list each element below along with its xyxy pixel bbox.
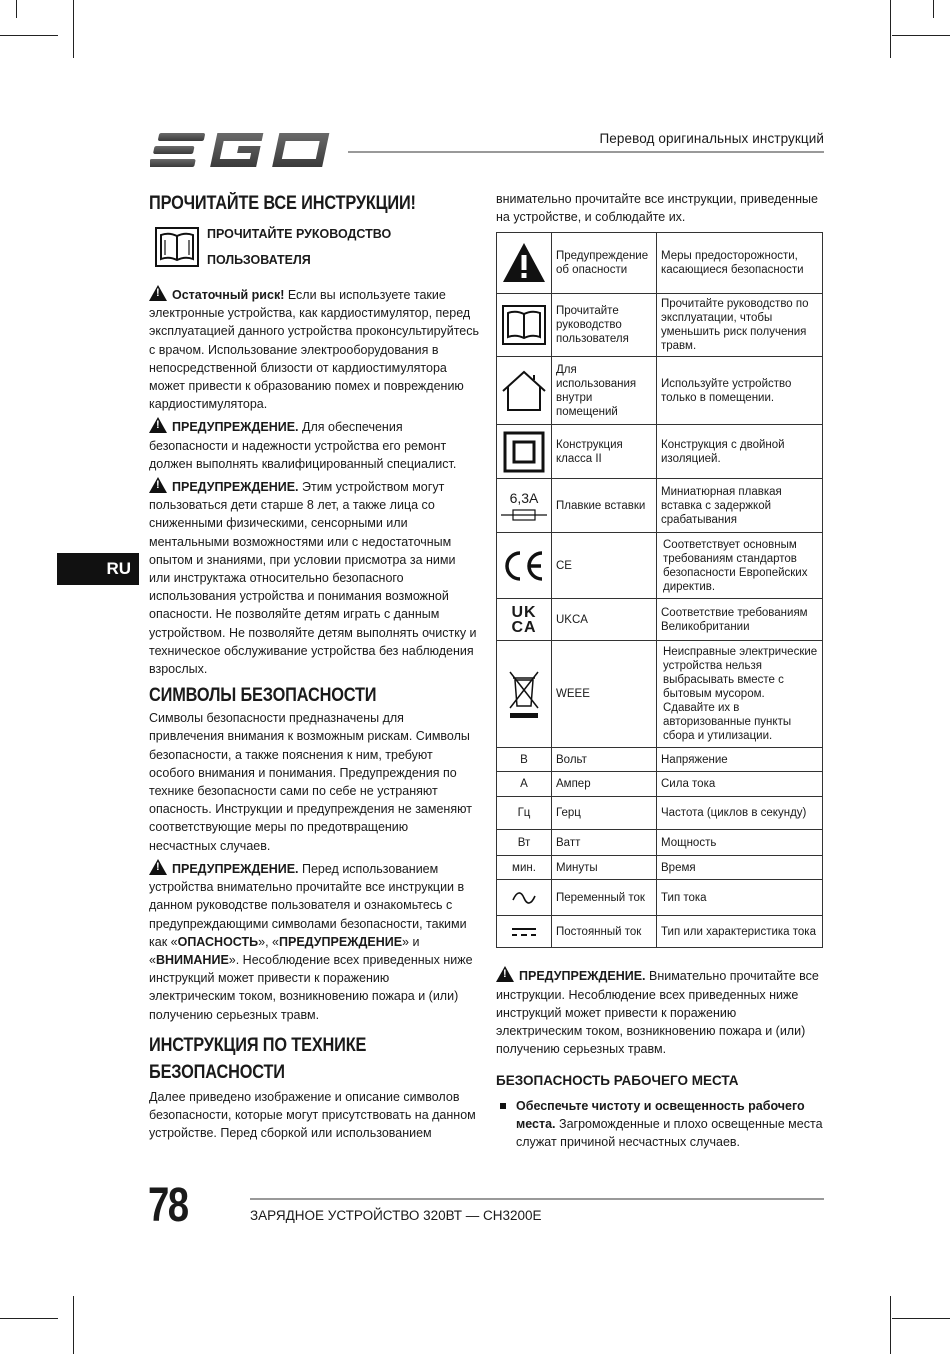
crop-mark: [892, 35, 950, 36]
bullet-text: [516, 1097, 824, 1152]
table-row: [497, 357, 823, 425]
right-column: [496, 190, 824, 1151]
crop-mark: [0, 1318, 58, 1319]
table-cell-desc: Миниатюрная плавкая вставка с задержкой срабатывания: [657, 479, 823, 533]
table-cell-name: Предупреждение об опасности: [552, 233, 657, 294]
warning-label: ПРЕДУПРЕЖДЕНИЕ.: [519, 969, 646, 984]
table-cell-desc: Используйте устройство только в помещении.: [657, 357, 823, 425]
table-cell-desc: Прочитайте руководство по эксплуатации, чтобы уменьшить риск получения травм.: [657, 294, 823, 357]
paragraph-symbols-intro: Символы безопасности предназначены для привлечения внимания к возможным рискам. Символы безопасности, а также пояснения к ним, требуют особого внимания и понимания. Предупреждения по технике безопасности сами по себе не устраняют опасность. Инструкции и предупреждения не заменяют соответствующие меры по предотвращению несчастных случаев.: [149, 711, 472, 853]
weee-bin-icon: [506, 668, 542, 720]
crop-mark: [73, 1296, 74, 1354]
list-item: [496, 1097, 824, 1152]
warning-label: ПРЕДУПРЕЖДЕНИЕ.: [172, 861, 299, 876]
fuse-icon: [501, 508, 547, 522]
heading-safety-instructions-1: ИНСТРУКЦИЯ ПО ТЕХНИКЕ: [149, 1034, 367, 1056]
warning-triangle-icon: [502, 241, 546, 285]
table-cell-name: CE: [552, 533, 657, 599]
crop-mark: [890, 0, 891, 58]
text-span: ». Несоблюдение всех приведенных ниже инструкций может привести к поражению электрическим током, возникновению пожара и (или) получению серьезных травм.: [149, 952, 473, 1022]
table-cell-icon: [497, 479, 552, 533]
double-square-icon: [503, 431, 545, 473]
heading-safety-instructions-2: БЕЗОПАСНОСТИ: [149, 1061, 285, 1083]
table-row: [497, 880, 823, 916]
warning-label: ПРЕДУПРЕЖДЕНИЕ.: [172, 420, 299, 435]
text-span: Перед использованием устройства внимательно прочитайте все инструкции в данном руководстве пользователя и ознакомьтесь с предупреждающими символами безопасности, такими как «: [149, 861, 467, 949]
table-cell-name: Ампер: [552, 772, 657, 797]
house-icon: [500, 369, 548, 413]
table-cell-icon: [497, 533, 552, 599]
table-cell-desc: Сила тока: [657, 772, 823, 797]
unit-symbol: Вт: [497, 830, 552, 856]
table-row: [497, 425, 823, 479]
table-row: [497, 856, 823, 880]
unit-symbol: В: [497, 748, 552, 772]
ukca-mark-icon: UK CA: [511, 603, 537, 636]
table-row: [497, 916, 823, 948]
paragraph-warning-read-all: [496, 966, 824, 1058]
table-cell-icon: [497, 599, 552, 641]
unit-symbol: мин.: [497, 856, 552, 880]
table-row: [497, 748, 823, 772]
keyword-caution: ВНИМАНИЕ: [155, 952, 229, 967]
table-cell-desc: Тип или характеристика тока: [657, 916, 823, 948]
table-row: [497, 797, 823, 830]
crop-mark: [16, 0, 17, 18]
text-span: », «: [258, 934, 279, 949]
heading-workplace-safety: БЕЗОПАСНОСТЬ РАБОЧЕГО МЕСТА: [496, 1073, 739, 1089]
unit-symbol: А: [497, 772, 552, 797]
table-cell-name: Герц: [552, 797, 657, 830]
read-manual-line1: ПРОЧИТАЙТЕ РУКОВОДСТВО: [207, 227, 392, 241]
left-column: [149, 190, 479, 1146]
table-row: [497, 533, 823, 599]
table-cell-name: Ватт: [552, 830, 657, 856]
warning-read-all-text: Внимательно прочитайте все инструкции. Несоблюдение всех приведенных ниже инструкций может привести к поражению электрическим током, возникновению пожара и (или) получению серьезных травм.: [496, 969, 819, 1057]
table-cell-desc: Конструкция с двойной изоляцией.: [657, 425, 823, 479]
table-cell-icon: [497, 294, 552, 357]
book-icon: [155, 227, 199, 267]
bullet-body-text: Загроможденные и плохо освещенные места служат причиной несчастных случаев.: [516, 1116, 823, 1150]
table-cell-icon: [497, 880, 552, 916]
paragraph-warning-children: [149, 477, 479, 678]
table-cell-desc: Частота (циклов в секунду): [657, 797, 823, 830]
table-row: [497, 294, 823, 357]
fuse-rating: 6,3A: [509, 489, 539, 506]
text-span: » и «: [149, 934, 420, 967]
table-row: [497, 830, 823, 856]
bullet-bold-text: Обеспечьте чистоту и освещенность рабочего места.: [516, 1098, 805, 1131]
language-tab: RU: [57, 553, 139, 585]
table-row: [497, 479, 823, 533]
table-row: [497, 233, 823, 294]
warning-triangle-icon: [149, 859, 167, 875]
table-cell-name: Плавкие вставки: [552, 479, 657, 533]
crop-mark: [892, 1318, 950, 1319]
crop-mark: [890, 1296, 891, 1354]
table-cell-name: Постоянный ток: [552, 916, 657, 948]
header-rule: [348, 151, 824, 153]
table-cell-name: Вольт: [552, 748, 657, 772]
bullet-square-icon: [500, 1103, 506, 1109]
table-cell-name: Минуты: [552, 856, 657, 880]
table-cell-icon: [497, 641, 552, 748]
table-cell-name: Прочитайте руководство пользователя: [552, 294, 657, 357]
paragraph-residual-risk: [149, 285, 479, 413]
footer-rule: [250, 1198, 824, 1200]
paragraph-warning-read: [149, 859, 479, 1024]
read-manual-block: [155, 221, 479, 273]
warning-triangle-icon: [149, 477, 167, 493]
warning-label: ПРЕДУПРЕЖДЕНИЕ.: [172, 480, 299, 495]
crop-mark: [73, 0, 74, 58]
symbols-table: [496, 232, 823, 948]
crop-mark: [933, 0, 934, 18]
table-cell-icon: [497, 916, 552, 948]
crop-mark: [0, 35, 58, 36]
book-icon: [502, 305, 546, 345]
dc-symbol-icon: [511, 926, 537, 938]
table-cell-icon: [497, 357, 552, 425]
table-cell-desc: Тип тока: [657, 880, 823, 916]
warning-children-text: Этим устройством могут пользоваться дети старше 8 лет, а также лица со сниженными физическими, сенсорными или ментальными возможностями или с недостаточным опытом и знаниями, при условии присмотра за ними или инструктажа относительно безопасного использования устройства и понимания возможной опасности. Не позволяйте детям играть с данным устройством. Не позволяйте детям выполнять очистку и техническое обслуживание устройства без наблюдения взрослых.: [149, 480, 477, 677]
ce-mark-icon: [502, 550, 546, 582]
paragraph-right-intro: внимательно прочитайте все инструкции, приведенные на устройстве, и соблюдайте их.: [496, 192, 818, 225]
table-row: [497, 772, 823, 797]
page-number: 78: [148, 1179, 188, 1232]
table-cell-desc: Неисправные электрические устройства нельзя выбрасывать вместе с бытовым мусором. Сдавайте их в авторизованные пункты сбора и утилизации.: [657, 641, 823, 748]
warning-triangle-icon: [496, 966, 514, 982]
table-row: [497, 641, 823, 748]
table-cell-name: WEEE: [552, 641, 657, 748]
unit-symbol: Гц: [497, 797, 552, 830]
header-subtitle: Перевод оригинальных инструкций: [599, 131, 824, 146]
table-cell-desc: Соответствие требованиям Великобритании: [657, 599, 823, 641]
table-cell-desc: Напряжение: [657, 748, 823, 772]
table-cell-name: Переменный ток: [552, 880, 657, 916]
table-cell-desc: Меры предосторожности, касающиеся безопасности: [657, 233, 823, 294]
table-cell-desc: Время: [657, 856, 823, 880]
warning-triangle-icon: [149, 285, 167, 301]
ac-wave-icon: [511, 891, 537, 905]
paragraph-symbols-description: Далее приведено изображение и описание символов безопасности, которые могут присутствовать на данном устройстве. Перед сборкой или использованием: [149, 1089, 476, 1141]
table-cell-desc: Соответствует основным требованиям стандартов безопасности Европейских директив.: [657, 533, 823, 599]
read-manual-line2: ПОЛЬЗОВАТЕЛЯ: [207, 253, 311, 267]
keyword-warning: ПРЕДУПРЕЖДЕНИЕ: [279, 934, 403, 949]
heading-safety-symbols: СИМВОЛЫ БЕЗОПАСНОСТИ: [149, 685, 377, 707]
table-cell-name: Конструкция класса II: [552, 425, 657, 479]
table-cell-icon: [497, 425, 552, 479]
table-cell-icon: [497, 233, 552, 294]
residual-risk-label: Остаточный риск!: [172, 288, 285, 302]
table-row: [497, 599, 823, 641]
keyword-danger: ОПАСНОСТЬ: [177, 934, 259, 949]
residual-risk-text: Если вы используете такие электронные устройства, как кардиостимулятор, перед эксплуатацией данного устройства проконсультируйтесь с врачом. Использование электрооборудования в непосредственной близости от кардиостимулятора может привести к образованию помех и повреждению кардиостимулятора.: [149, 288, 479, 412]
table-cell-desc: Мощность: [657, 830, 823, 856]
ego-logo: [150, 130, 330, 170]
paragraph-warning-repair: [149, 417, 479, 473]
heading-read-all: ПРОЧИТАЙТЕ ВСЕ ИНСТРУКЦИИ!: [149, 193, 416, 214]
warning-repair-text: Для обеспечения безопасности и надежности устройства его ремонт должен выполнять квалифицированный специалист.: [149, 420, 457, 471]
footer-title: ЗАРЯДНОЕ УСТРОЙСТВО 320ВТ — CH3200E: [250, 1208, 542, 1223]
table-cell-name: UKCA: [552, 599, 657, 641]
table-cell-name: Для использования внутри помещений: [552, 357, 657, 425]
warning-triangle-icon: [149, 417, 167, 433]
